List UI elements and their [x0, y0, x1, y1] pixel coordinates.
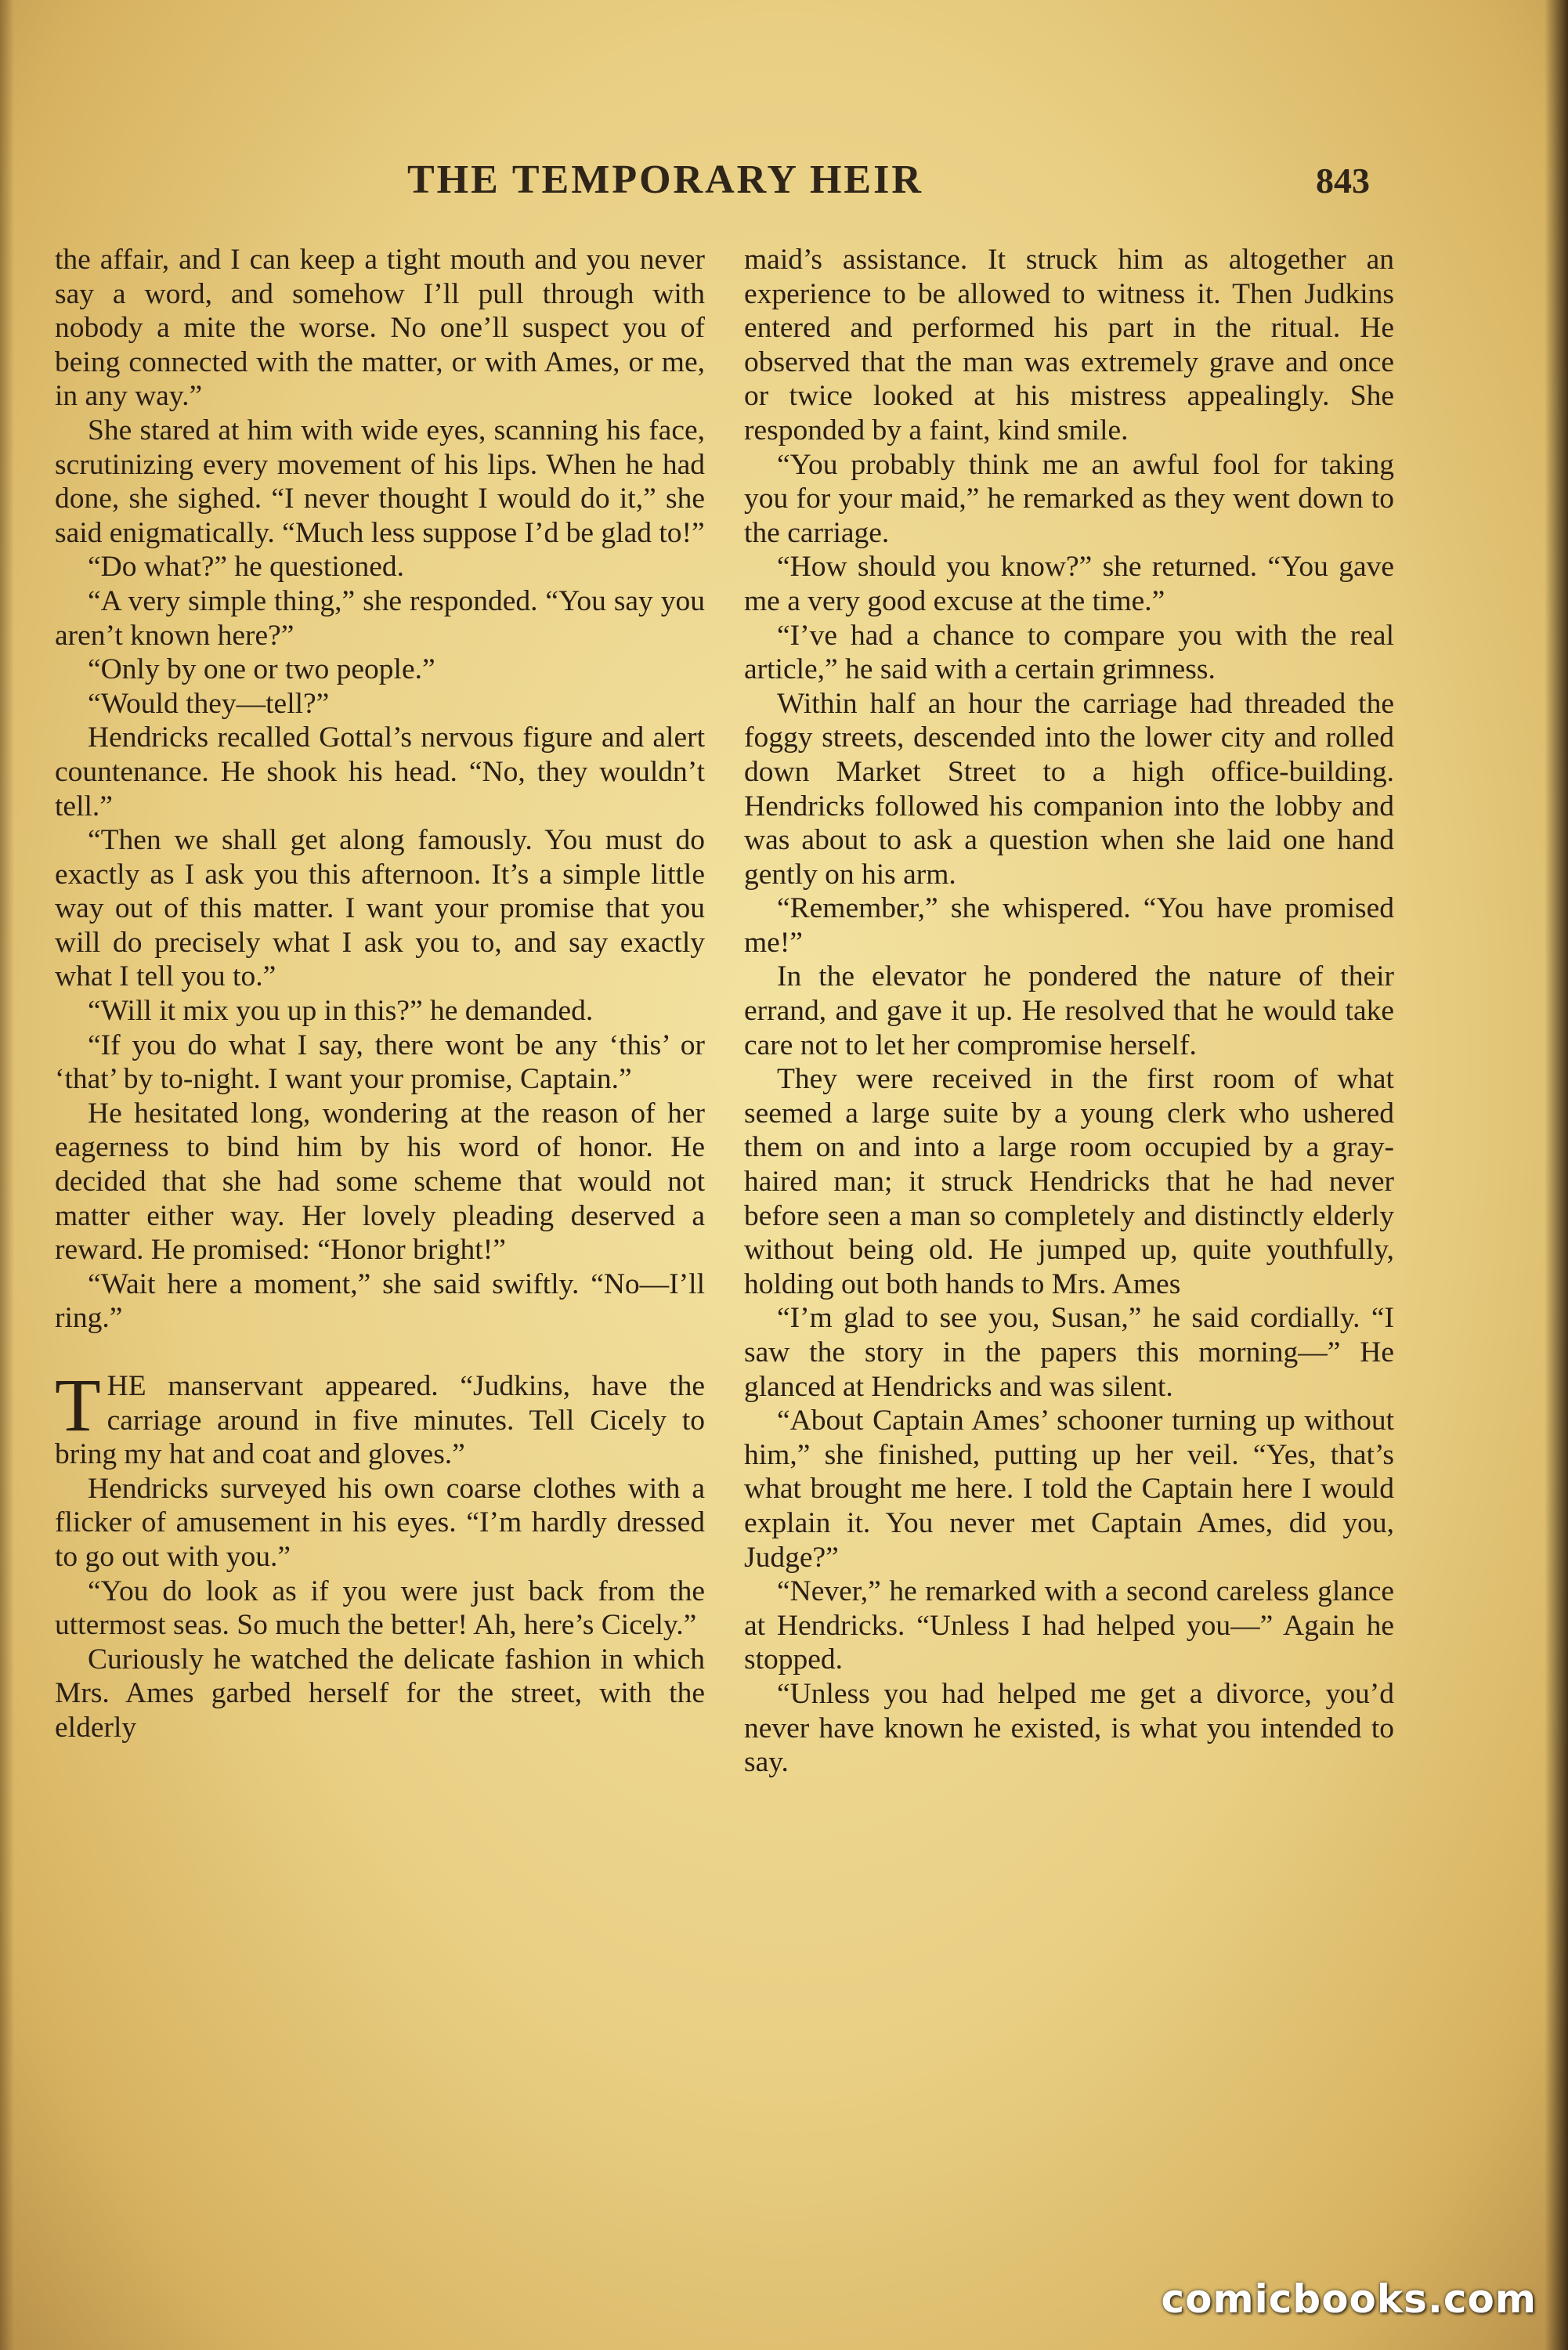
- paragraph: “Would they—tell?”: [88, 687, 330, 720]
- paragraph: They were received in the first room of what seemed a large suite by a young clerk who ushered them on and into a large room occupied by a gray-haired man; it struck Hendricks that he had never before seen a man so completely and distinctly elderly without being old. He jumped up, quite youthfully, holding out both hands to Mrs. Ames: [744, 1063, 1394, 1300]
- section-opening-text: HE manservant appeared. “Judkins, have the carriage around in five minutes. Tell Cicely to bring my hat and coat and gloves.”: [55, 1370, 705, 1471]
- paragraph: “About Captain Ames’ schooner turning up without him,” she finished, putting up her veil. “Yes, that’s what brought me here. I told the Captain here I would explain it. You never met Captain Ames, did you, Judge?”: [744, 1405, 1394, 1574]
- paragraph: “Then we shall get along famously. You must do exactly as I ask you this afternoon. It’s a simple little way out of this matter. I want your promise that you will do precisely what I ask you to, and say exactly what I tell you to.”: [55, 824, 705, 993]
- paragraph: “Only by one or two people.”: [88, 653, 435, 686]
- paragraph: “Unless you had helped me get a divorce, you’d never have known he existed, is what you intended to say.: [744, 1677, 1394, 1779]
- left-text-column: [55, 243, 705, 1745]
- paragraph: “If you do what I say, there wont be any ‘this’ or ‘that’ by to-night. I want your promise, Captain.”: [55, 1029, 705, 1096]
- paragraph: “A very simple thing,” she responded. “You say you aren’t known here?”: [55, 584, 705, 652]
- paragraph: the affair, and I can keep a tight mouth and you never say a word, and somehow I’ll pull through with nobody a mite the worse. No one’ll suspect you of being connected with the matter, or with Ames, or me, in any way.”: [55, 244, 705, 413]
- paragraph: “Never,” he remarked with a second careless glance at Hendricks. “Unless I had helped you—” Again he stopped.: [744, 1575, 1394, 1676]
- paragraph: He hesitated long, wondering at the reason of her eagerness to bind him by his word of honor. He decided that she had some scheme that would not matter either way. Her lovely pleading deserved a reward. He promised: “Honor bright!”: [55, 1097, 705, 1267]
- paragraph: “Remember,” she whispered. “You have promised me!”: [744, 892, 1394, 959]
- page-left-edge-shadow: [0, 0, 14, 2350]
- paragraph: Hendricks recalled Gottal’s nervous figure and alert countenance. He shook his head. “No, they wouldn’t tell.”: [55, 721, 705, 822]
- paragraph: “Do what?” he questioned.: [88, 551, 405, 584]
- paragraph: maid’s assistance. It struck him as altogether an experience to be allowed to witness it. Then Judkins entered and performed his part in the ritual. He observed that the man was extremely grave and once or twice looked at his mistress appealingly. She responded by a faint, kind smile.: [744, 244, 1394, 446]
- page-binding-shadow: [1545, 0, 1568, 2350]
- site-watermark: comicbooks.com: [1161, 2276, 1537, 2322]
- paragraph: Hendricks surveyed his own coarse clothes with a flicker of amusement in his eyes. “I’m hardly dressed to go out with you.”: [55, 1472, 705, 1573]
- page-number: 843: [1316, 161, 1370, 201]
- paragraph: In the elevator he pondered the nature of their errand, and gave it up. He resolved that he would take care not to let her compromise herself.: [744, 960, 1394, 1061]
- paragraph: Curiously he watched the delicate fashion in which Mrs. Ames garbed herself for the street, with the elderly: [55, 1643, 705, 1744]
- paragraph: “Will it mix you up in this?” he demanded.: [88, 995, 594, 1028]
- paragraph: “You do look as if you were just back from the uttermost seas. So much the better! Ah, here’s Cicely.”: [55, 1574, 705, 1642]
- running-title: THE TEMPORARY HEIR: [407, 157, 923, 202]
- paragraph: “Wait here a moment,” she said swiftly. “No—I’ll ring.”: [55, 1267, 705, 1335]
- paragraph: Within half an hour the carriage had threaded the foggy streets, descended into the lower city and rolled down Market Street to a high office-building. Hendricks followed his companion into the lobby and was about to ask a question when she laid one hand gently on his arm.: [744, 687, 1394, 891]
- paragraph: “I’ve had a chance to compare you with the real article,” he said with a certain grimness.: [744, 619, 1394, 686]
- paragraph: She stared at him with wide eyes, scanning his face, scrutinizing every movement of his lips. When he had done, she sighed. “I never thought I would do it,” she said enigmatically. “Much less suppose I’d be glad to!”: [55, 414, 705, 549]
- paragraph: “You probably think me an awful fool for taking you for your maid,” he remarked as they went down to the carriage.: [744, 448, 1394, 549]
- paragraph: “I’m glad to see you, Susan,” he said cordially. “I saw the story in the papers this morning—” He glanced at Hendricks and was silent.: [744, 1302, 1394, 1403]
- right-text-column: [744, 243, 1394, 1780]
- page-header: [55, 157, 1402, 212]
- section-opening-paragraph: [55, 1363, 705, 1472]
- drop-cap-letter: T: [55, 1363, 101, 1447]
- paragraph: “How should you know?” she returned. “You gave me a very good excuse at the time.”: [744, 551, 1394, 617]
